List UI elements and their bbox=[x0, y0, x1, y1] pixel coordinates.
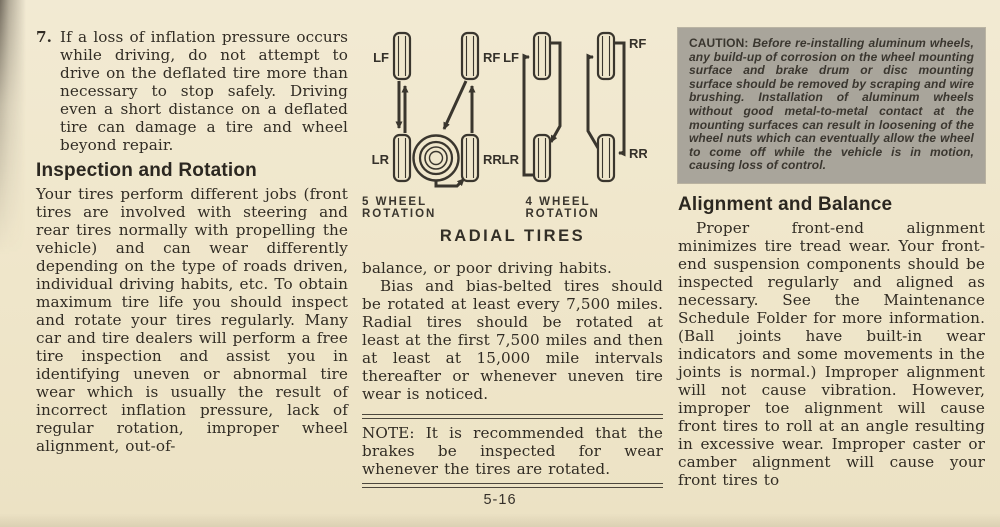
note-top-rule bbox=[362, 414, 663, 419]
tire-rotation-diagram bbox=[362, 28, 663, 194]
label-4w-rr: RR bbox=[629, 146, 647, 161]
label-4w-lf: LF bbox=[503, 50, 519, 65]
caution-paragraph bbox=[689, 37, 974, 173]
label-4w-rf: RF bbox=[629, 36, 647, 51]
diagram-labels-row bbox=[362, 196, 663, 220]
arrow-4w-rf-to-rr bbox=[614, 43, 624, 153]
section-heading-inspection-and-rotation: Inspection and Rotation bbox=[36, 160, 257, 181]
arrow-4w-lf-to-lr bbox=[550, 43, 560, 142]
diagram-caption-radial-tires: RADIAL TIRES bbox=[439, 227, 586, 245]
spare-tire bbox=[414, 136, 459, 181]
caution-body: Before re-installing aluminum wheels, any build-up of corrosion on the wheel mounting surface and brake drum or disc mounting surface should be removed by scraping and wire brushing. Installation of aluminum wheels without good metal-to-metal contact at the mounting surfaces can result in loosening of the wheel nuts which can eventually allow the wheel to come off while the vehicle is in motion, causing loss of control. bbox=[689, 36, 974, 173]
arrow-rf-to-spare bbox=[444, 81, 466, 129]
label-5w-lr: LR bbox=[371, 152, 389, 167]
item-number: 7. bbox=[36, 28, 53, 46]
tire-5w-rr bbox=[462, 135, 478, 181]
rotation-interval-paragraph: Bias and bias-belted tires should be rotated at least every 7,500 miles. Radial tires should be rotated at least at the first 7,500 miles and then at least at 15,000 mile intervals thereafter or whenever uneven tire wear is noticed. bbox=[362, 277, 663, 403]
middle-column bbox=[362, 28, 663, 488]
tire-5w-lf bbox=[394, 33, 410, 79]
section-heading-alignment-and-balance: Alignment and Balance bbox=[678, 193, 893, 215]
inspection-paragraph: Your tires perform different jobs (front tires are involved with steering and rear tires normally with propelling the vehicle) and can wear differently depending on the type of roads driven, individual driving habits, etc. To obtain maximum tire life you should inspect and rotate your tires regularly. Many car and tire dealers will perform a free tire inspection and assist you in identifying uneven or abnormal tire wear which is usually the result of incorrect inflation pressure, lack of regular rotation, improper wheel alignment, out-of- bbox=[36, 185, 348, 455]
label-4w-lr: LR bbox=[501, 152, 519, 167]
note-block bbox=[362, 414, 663, 488]
arrow-4w-rr-to-rf bbox=[588, 57, 598, 148]
note-bottom-rule bbox=[362, 483, 663, 488]
note-text: NOTE: It is recommended that the brakes be inspected for wear whenever the tires are rotated. bbox=[362, 424, 663, 478]
arrow-4w-lr-to-lf bbox=[524, 57, 534, 175]
left-column bbox=[36, 28, 348, 455]
numbered-item-7 bbox=[36, 28, 348, 154]
label-5w-lf: LF bbox=[373, 50, 389, 65]
label-5w-rf: RF bbox=[483, 50, 501, 65]
label-5w-rr: RR bbox=[483, 152, 502, 167]
tire-4w-lf bbox=[534, 33, 550, 79]
right-column bbox=[678, 28, 985, 489]
tire-4w-lr bbox=[534, 135, 550, 181]
page-number: 5-16 bbox=[483, 492, 517, 508]
tire-4w-rr bbox=[598, 135, 614, 181]
caution-box bbox=[678, 28, 985, 183]
tire-rotation-diagram-svg bbox=[362, 28, 647, 192]
continuation-paragraph: balance, or poor driving habits. bbox=[362, 259, 612, 277]
tire-5w-rf bbox=[462, 33, 478, 79]
four-wheel-rotation-label: 4 WHEEL ROTATION bbox=[525, 196, 600, 220]
five-wheel-rotation-label: 5 WHEEL ROTATION bbox=[362, 196, 437, 220]
caution-label: CAUTION: bbox=[689, 36, 753, 50]
tire-4w-rf bbox=[598, 33, 614, 79]
alignment-paragraph: Proper front-end alignment minimizes tire tread wear. Your front-end suspension components should be inspected regularly and aligned as necessary. See the Maintenance Schedule Folder for more information. (Ball joints have built-in wear indicators and some movements in the joints is normal.) Improper alignment will not cause vibration. However, improper toe alignment will cause front tires to roll at an angle resulting in excessive wear. Improper caster or camber alignment will cause your front tires to bbox=[678, 218, 985, 489]
item-text: If a loss of inflation pressure occurs while driving, do not attempt to drive on the deflated tire more than necessary to stop safely. Driving even a short distance on a deflated tire can damage a tire and wheel beyond repair. bbox=[60, 28, 348, 154]
tire-5w-lr bbox=[394, 135, 410, 181]
